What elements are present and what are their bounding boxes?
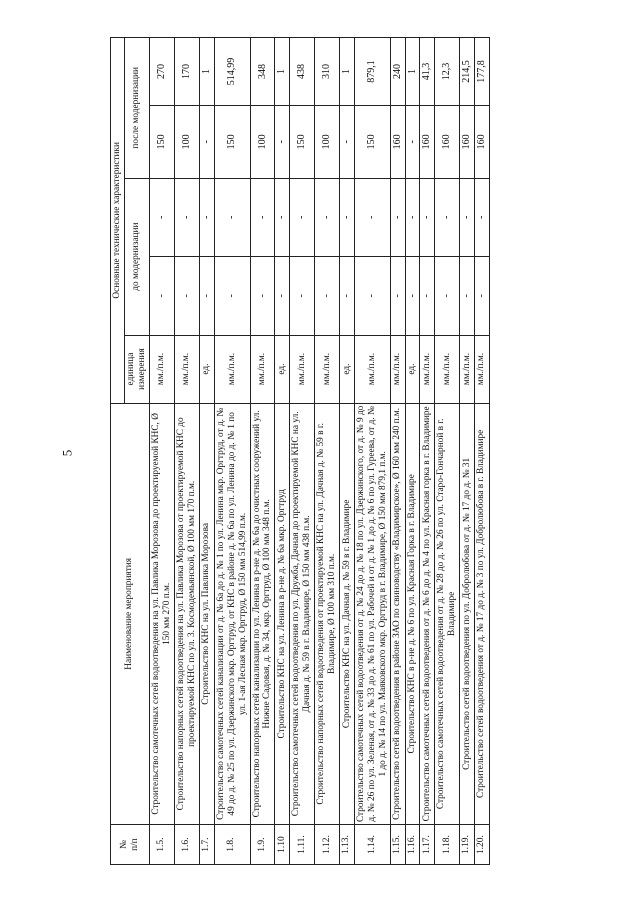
- row-before-2: -: [420, 178, 435, 256]
- row-unit: мм./п.м.: [474, 335, 489, 403]
- row-name: Строительство самотечных сетей водоотведения от д. № 6 до д. № 4 по ул. Красная горка в г. Владимире: [420, 403, 435, 825]
- table-row: [474, 38, 489, 865]
- row-unit: ед.: [199, 335, 214, 403]
- row-number: 1.6.: [174, 825, 199, 865]
- row-before-1: -: [354, 257, 390, 335]
- row-after-1: 160: [460, 106, 475, 179]
- row-name: Строительство КНС на ул. Ленина в р-не д. № 6а мкр. Оргтруд: [275, 403, 290, 825]
- row-before-2: -: [354, 178, 390, 256]
- row-before-1: -: [474, 257, 489, 335]
- row-before-2: -: [474, 178, 489, 256]
- row-before-1: -: [390, 257, 405, 335]
- row-unit: мм./п.м.: [149, 335, 174, 403]
- row-number: 1.19.: [460, 825, 475, 865]
- row-after-1: -: [199, 106, 214, 179]
- row-before-2: -: [290, 178, 315, 256]
- row-before-1: -: [340, 257, 355, 335]
- row-before-2: -: [174, 178, 199, 256]
- row-name: Строительство КНС на ул. Павлика Морозова: [199, 403, 214, 825]
- row-name: Строительство самотечных сетей водоотведения по ул. Дружба, Дачная до проектируемой КНС на ул. Дачная д. № 59 в г. Владимире, Ø 150 мм 438 п.м.: [290, 403, 315, 825]
- row-before-2: -: [460, 178, 475, 256]
- row-after-1: 100: [174, 106, 199, 179]
- row-after-1: 160: [420, 106, 435, 179]
- row-unit: мм./п.м.: [174, 335, 199, 403]
- row-after-1: 100: [315, 106, 340, 179]
- row-before-1: -: [420, 257, 435, 335]
- row-before-2: -: [199, 178, 214, 256]
- row-before-2: -: [390, 178, 405, 256]
- header-group-title: Основные технические характеристики: [111, 38, 125, 404]
- row-before-1: -: [214, 257, 250, 335]
- row-after-1: -: [405, 106, 420, 179]
- row-after-1: -: [340, 106, 355, 179]
- row-after-2: 214,5: [460, 38, 475, 106]
- row-unit: мм./п.м.: [420, 335, 435, 403]
- row-before-2: -: [214, 178, 250, 256]
- row-after-1: -: [275, 106, 290, 179]
- document-table-container: [110, 37, 530, 865]
- row-after-2: 1: [199, 38, 214, 106]
- row-unit: мм./п.м.: [460, 335, 475, 403]
- row-after-1: 160: [390, 106, 405, 179]
- row-after-1: 150: [214, 106, 250, 179]
- row-after-2: 177,8: [474, 38, 489, 106]
- row-unit: мм./п.м.: [354, 335, 390, 403]
- table-row: [214, 38, 250, 865]
- row-before-1: -: [460, 257, 475, 335]
- row-name: Строительство самотечных сетей водоотведения от д. № 24 до д. № 18 по ул. Дзержинского, от д. № 9 до д. № 26 по ул. Зеленая, от д. № 33 до д. № 61 по ул. Рабочей и от д. № 1 до д. № 6 по ул. Гуреева, от д. № 1 до д. № 14 по ул. Маяковского мкр. Оргтруд в г. Владимире, Ø 150 мм 879,1 п.м.: [354, 403, 390, 825]
- row-before-1: -: [199, 257, 214, 335]
- row-before-2: -: [315, 178, 340, 256]
- table-body: [149, 38, 489, 865]
- row-number: 1.13.: [340, 825, 355, 865]
- row-before-2: -: [340, 178, 355, 256]
- page-number: 5: [59, 449, 75, 457]
- row-number: 1.14.: [354, 825, 390, 865]
- row-before-1: -: [149, 257, 174, 335]
- measures-table: [110, 37, 490, 865]
- table-row: [149, 38, 174, 865]
- row-unit: мм./п.м.: [214, 335, 250, 403]
- row-before-2: -: [435, 178, 460, 256]
- row-name: Строительство КНС на ул. Дачная д. № 59 в г. Владимире: [340, 403, 355, 825]
- row-unit: мм./п.м.: [390, 335, 405, 403]
- row-name: Строительство сетей водоотведения от д. № 17 до д. № 3 по ул. Добролюбова в г. Владимире: [474, 403, 489, 825]
- row-after-2: 170: [174, 38, 199, 106]
- row-number: 1.15.: [390, 825, 405, 865]
- row-after-2: 348: [250, 38, 275, 106]
- row-after-1: 150: [149, 106, 174, 179]
- row-before-2: -: [149, 178, 174, 256]
- row-before-2: -: [275, 178, 290, 256]
- header-name: Наименование мероприятия: [111, 403, 150, 825]
- row-after-2: 514,99: [214, 38, 250, 106]
- row-before-1: -: [275, 257, 290, 335]
- row-name: Строительство напорных сетей канализации по ул. Ленина в р-не д. № 6а до очистных сооружений ул. Нижне Садовая, д. № 34, мкр. Оргтруд, Ø 100 мм 348 п.м.: [250, 403, 275, 825]
- header-before: до модернизации: [125, 178, 150, 335]
- row-number: 1.5.: [149, 825, 174, 865]
- row-after-2: 310: [315, 38, 340, 106]
- row-name: Строительство самотечных сетей водоотведения на ул. Павлика Морозова до проектируемой КНС, Ø 150 мм 270 п.м.: [149, 403, 174, 825]
- row-after-2: 12,3: [435, 38, 460, 106]
- row-unit: мм./п.м.: [315, 335, 340, 403]
- row-name: Строительство напорных сетей водоотведения на ул. Павлика Морозова от проектируемой КНС до проектируемой КНС по ул. 3. Космодемьянской, Ø 100 мм 170 п.м.: [174, 403, 199, 825]
- row-after-1: 150: [290, 106, 315, 179]
- row-after-2: 240: [390, 38, 405, 106]
- table-row: [405, 38, 420, 865]
- row-name: Строительство напорных сетей водоотведения от проектируемой КНС на ул. Дачная д. № 59 в г. Владимире, Ø 100 мм 310 п.м.: [315, 403, 340, 825]
- table-row: [340, 38, 355, 865]
- row-after-2: 41,3: [420, 38, 435, 106]
- row-number: 1.7.: [199, 825, 214, 865]
- row-name: Строительство сетей водоотведения по ул. Добролюбова от д. № 17 до д. № 31: [460, 403, 475, 825]
- row-after-1: 160: [435, 106, 460, 179]
- row-before-1: -: [250, 257, 275, 335]
- row-after-2: 1: [340, 38, 355, 106]
- row-before-1: -: [435, 257, 460, 335]
- table-row: [315, 38, 340, 865]
- row-after-2: 1: [405, 38, 420, 106]
- row-number: 1.18.: [435, 825, 460, 865]
- row-before-2: -: [405, 178, 420, 256]
- row-after-2: 879,1: [354, 38, 390, 106]
- table-row: [250, 38, 275, 865]
- row-before-1: -: [290, 257, 315, 335]
- table-row: [199, 38, 214, 865]
- row-number: 1.12.: [315, 825, 340, 865]
- table-row: [275, 38, 290, 865]
- row-unit: мм./п.м.: [290, 335, 315, 403]
- row-after-1: 160: [474, 106, 489, 179]
- row-before-1: -: [315, 257, 340, 335]
- row-before-1: -: [174, 257, 199, 335]
- table-row: [420, 38, 435, 865]
- table-row: [290, 38, 315, 865]
- header-after: после модернизации: [125, 38, 150, 179]
- row-unit: ед.: [405, 335, 420, 403]
- row-after-2: 1: [275, 38, 290, 106]
- row-name: Строительство самотечных сетей водоотведения от д. № 28 до д. № 26 по ул. Старо-Гончарной в г. Владимире: [435, 403, 460, 825]
- row-number: 1.17.: [420, 825, 435, 865]
- row-after-1: 150: [354, 106, 390, 179]
- row-number: 1.10: [275, 825, 290, 865]
- table-row: [460, 38, 475, 865]
- row-unit: ед.: [340, 335, 355, 403]
- row-number: 1.11.: [290, 825, 315, 865]
- row-number: 1.16.: [405, 825, 420, 865]
- row-unit: мм./п.м.: [250, 335, 275, 403]
- row-number: 1.8.: [214, 825, 250, 865]
- row-after-2: 270: [149, 38, 174, 106]
- header-unit: единица измерения: [125, 335, 150, 403]
- row-name: Строительство самотечных сетей канализации от д. № 6а до д. № 1 по ул. Ленина мкр. Оргтруд, от д. № 49 до д. № 25 по ул. Дзержинского мкр. Оргтруд, от КНС в районе д. № 6а по ул. Ленина до д. № 1 по ул. 1-ая Лесная мкр. Оргтруд, Ø 150 мм 514,99 п.м.: [214, 403, 250, 825]
- row-name: Строительство сетей водоотведения в районе ЗАО по свиноводству «Владимирское», Ø 160 мм 240 п.м.: [390, 403, 405, 825]
- row-after-1: 100: [250, 106, 275, 179]
- row-number: 1.9.: [250, 825, 275, 865]
- table-row: [390, 38, 405, 865]
- row-unit: мм./п.м.: [435, 335, 460, 403]
- table-row: [174, 38, 199, 865]
- row-unit: ед.: [275, 335, 290, 403]
- row-before-2: -: [250, 178, 275, 256]
- row-number: 1.20.: [474, 825, 489, 865]
- row-before-1: -: [405, 257, 420, 335]
- header-num: № п/п: [111, 825, 150, 865]
- row-after-2: 438: [290, 38, 315, 106]
- table-row: [435, 38, 460, 865]
- table-row: [354, 38, 390, 865]
- row-name: Строительство КНС в р-не д. № 6 по ул. Красная Горка в г. Владимире: [405, 403, 420, 825]
